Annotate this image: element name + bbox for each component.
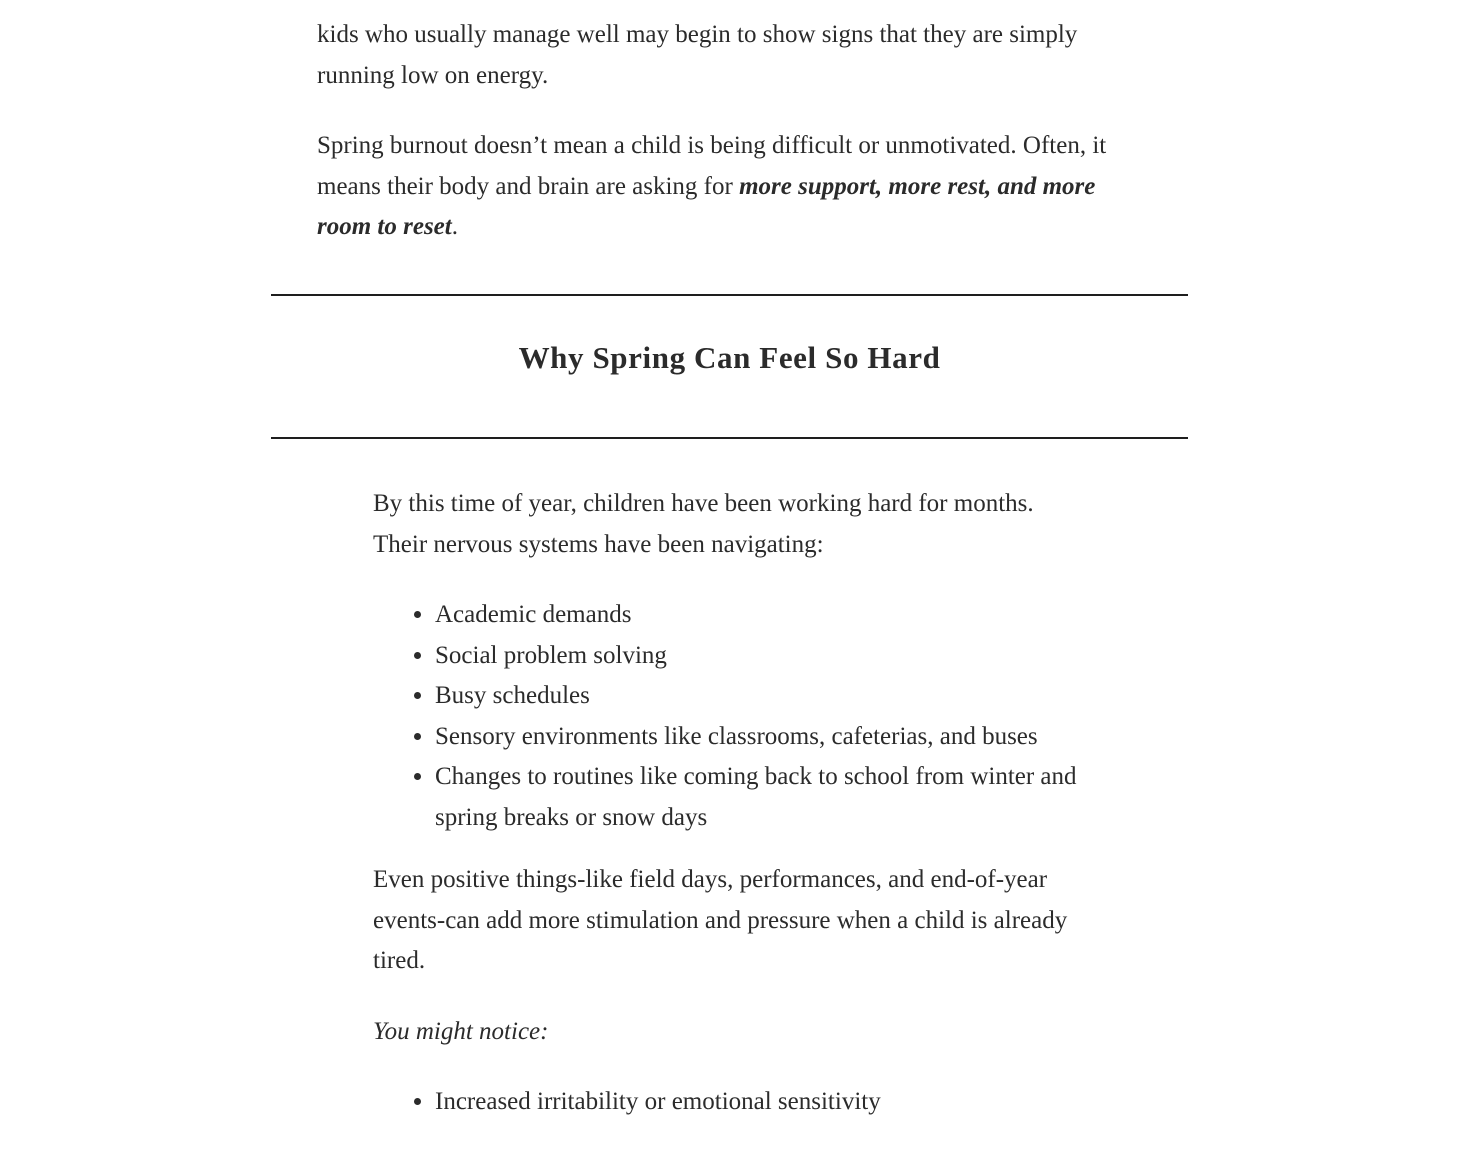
stressors-list: [373, 595, 1093, 838]
intro-paragraph-2-text: Spring burnout doesn’t mean a child is being difficult or unmotivated. Often, it means their body and brain are asking for: [317, 132, 1107, 200]
notice-label: [373, 1012, 1093, 1053]
section-paragraph-2: Even positive things-like field days, performances, and end-of-year events-can add more stimulation and pressure when a child is already tired.: [373, 866, 1068, 974]
list-item: • Social problem solving: [435, 636, 1093, 677]
list-item: • Changes to routines like coming back to school from winter and spring breaks or snow days: [435, 757, 1093, 838]
intro-paragraph-1: kids who usually manage well may begin to show signs that they are simply running low on energy.: [317, 21, 1078, 89]
signs-list: [373, 1082, 1093, 1123]
list-item: • Sensory environments like classrooms, cafeterias, and buses: [435, 717, 1093, 758]
section-divider-bottom: [271, 437, 1188, 439]
list-item: • Busy schedules: [435, 676, 1093, 717]
intro-paragraph-2: [317, 126, 1117, 248]
notice-label-text: You might notice:: [373, 1017, 549, 1045]
list-item: • Increased irritability or emotional sensitivity: [435, 1082, 1093, 1123]
section-content: [373, 484, 1093, 1145]
section-paragraph-1: By this time of year, children have been working hard for months. Their nervous systems have been navigating:: [373, 490, 1034, 558]
section-heading: Why Spring Can Feel So Hard: [518, 340, 941, 375]
intro-paragraph-2-end: .: [451, 213, 458, 240]
section-divider-top: [271, 294, 1188, 296]
list-item: • Academic demands: [435, 595, 1093, 636]
intro-text: [317, 15, 1117, 278]
intro-paragraph-2-emphasis: more support, more rest, and more room to reset: [317, 172, 1096, 240]
